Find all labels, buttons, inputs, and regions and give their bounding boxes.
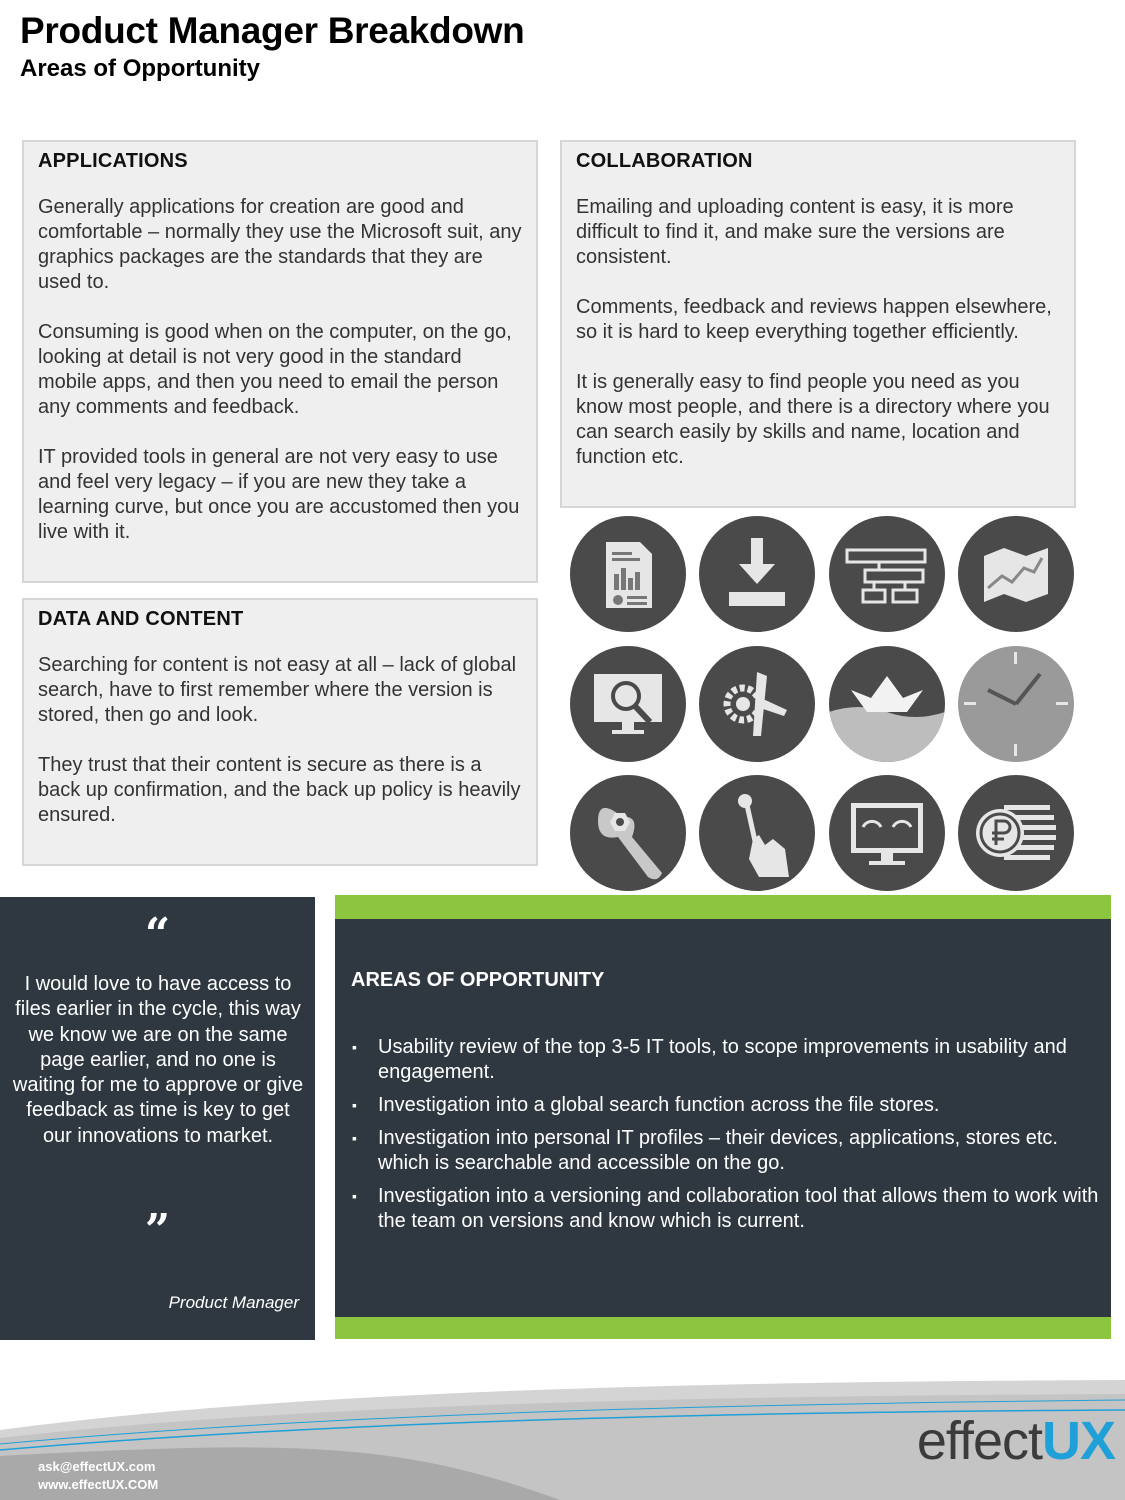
applications-panel bbox=[22, 140, 538, 583]
list-item-text: Investigation into a versioning and collaboration tool that allows them to work with the team on versions and know which is current. bbox=[378, 1185, 1099, 1232]
contact-info bbox=[38, 1458, 158, 1494]
map-icon bbox=[958, 516, 1074, 632]
list-item-text: Investigation into a global search function across the file stores. bbox=[378, 1094, 940, 1116]
list-item bbox=[349, 1035, 1099, 1085]
quote-text: I would love to have access to files earlier in the cycle, this way we know we are on the same page earlier, and no one is waiting for me to approve or give feedback as time is key to get our innovations to market. bbox=[12, 973, 304, 1147]
opportunity-heading: AREAS OF OPPORTUNITY bbox=[351, 969, 605, 991]
contact-email[interactable]: ask@effectUX.com bbox=[38, 1459, 156, 1474]
bullet-icon: ▪ bbox=[352, 1188, 357, 1204]
monitor-search-icon bbox=[570, 646, 686, 762]
effectux-logo bbox=[917, 1410, 1115, 1472]
collaboration-paragraph: Emailing and uploading content is easy, it is more difficult to find it, and make sure the versions are consistent. bbox=[576, 196, 1014, 268]
collaboration-paragraph: Comments, feedback and reviews happen elsewhere, so it is hard to keep everything together efficiently. bbox=[576, 296, 1052, 343]
quote-author: Product Manager bbox=[168, 1293, 299, 1312]
list-item bbox=[349, 1126, 1099, 1176]
page-subtitle: Areas of Opportunity bbox=[20, 55, 261, 82]
download-icon bbox=[699, 516, 815, 632]
clock-icon bbox=[958, 646, 1074, 762]
flowchart-icon bbox=[829, 516, 945, 632]
data-content-heading: DATA AND CONTENT bbox=[38, 608, 244, 630]
gear-caliper-icon bbox=[699, 646, 815, 762]
page-title: Product Manager Breakdown bbox=[20, 10, 525, 51]
accent-bar-bottom bbox=[335, 1317, 1111, 1339]
touch-joystick-icon bbox=[699, 775, 815, 891]
bullet-icon: ▪ bbox=[352, 1039, 357, 1055]
opportunity-panel bbox=[335, 919, 1111, 1317]
collaboration-heading: COLLABORATION bbox=[576, 150, 753, 172]
list-item-text: Investigation into personal IT profiles – their devices, applications, stores etc. which is searchable and accessible on the go. bbox=[378, 1127, 1058, 1174]
list-item bbox=[349, 1184, 1099, 1234]
dashboard-monitor-icon bbox=[829, 775, 945, 891]
applications-heading: APPLICATIONS bbox=[38, 150, 188, 172]
data-content-panel bbox=[22, 598, 538, 866]
data-content-paragraph: They trust that their content is secure as there is a back up confirmation, and the back up policy is heavily ensured. bbox=[38, 754, 521, 826]
quote-box bbox=[0, 897, 315, 1340]
applications-paragraph: Consuming is good when on the computer, on the go, looking at detail is not very good in the standard mobile apps, and then you need to email the person any comments and feedback. bbox=[38, 321, 512, 418]
close-quote-mark: ” bbox=[144, 1205, 171, 1256]
collaboration-panel bbox=[560, 140, 1076, 508]
accent-bar-top bbox=[335, 895, 1111, 919]
icon-grid bbox=[570, 516, 1076, 890]
open-quote-mark: “ bbox=[144, 909, 171, 960]
logo-text-ux: UX bbox=[1041, 1411, 1115, 1471]
contact-website[interactable]: www.effectUX.COM bbox=[38, 1477, 159, 1492]
bullet-icon: ▪ bbox=[352, 1130, 357, 1146]
wrench-icon bbox=[570, 775, 686, 891]
data-content-paragraph: Searching for content is not easy at all – lack of global search, have to first remember where the version is stored, then go and look. bbox=[38, 654, 517, 726]
opportunity-list bbox=[349, 1035, 1099, 1242]
applications-paragraph: IT provided tools in general are not very easy to use and feel very legacy – if you are new they take a learning curve, but once you are accustomed then you live with it. bbox=[38, 446, 520, 543]
paper-boat-icon bbox=[829, 646, 945, 762]
report-icon bbox=[570, 516, 686, 632]
applications-paragraph: Generally applications for creation are good and comfortable – normally they use the Microsoft suit, any graphics packages are the standards that they are used to. bbox=[38, 196, 522, 293]
list-item-text: Usability review of the top 3-5 IT tools, to scope improvements in usability and engagement. bbox=[378, 1036, 1067, 1083]
list-item bbox=[349, 1093, 1099, 1118]
logo-text-effect: effect bbox=[916, 1411, 1042, 1471]
ruble-coin-icon bbox=[958, 775, 1074, 891]
collaboration-paragraph: It is generally easy to find people you need as you know most people, and there is a directory where you can search easily by skills and name, location and function etc. bbox=[576, 371, 1050, 468]
bullet-icon: ▪ bbox=[352, 1097, 357, 1113]
